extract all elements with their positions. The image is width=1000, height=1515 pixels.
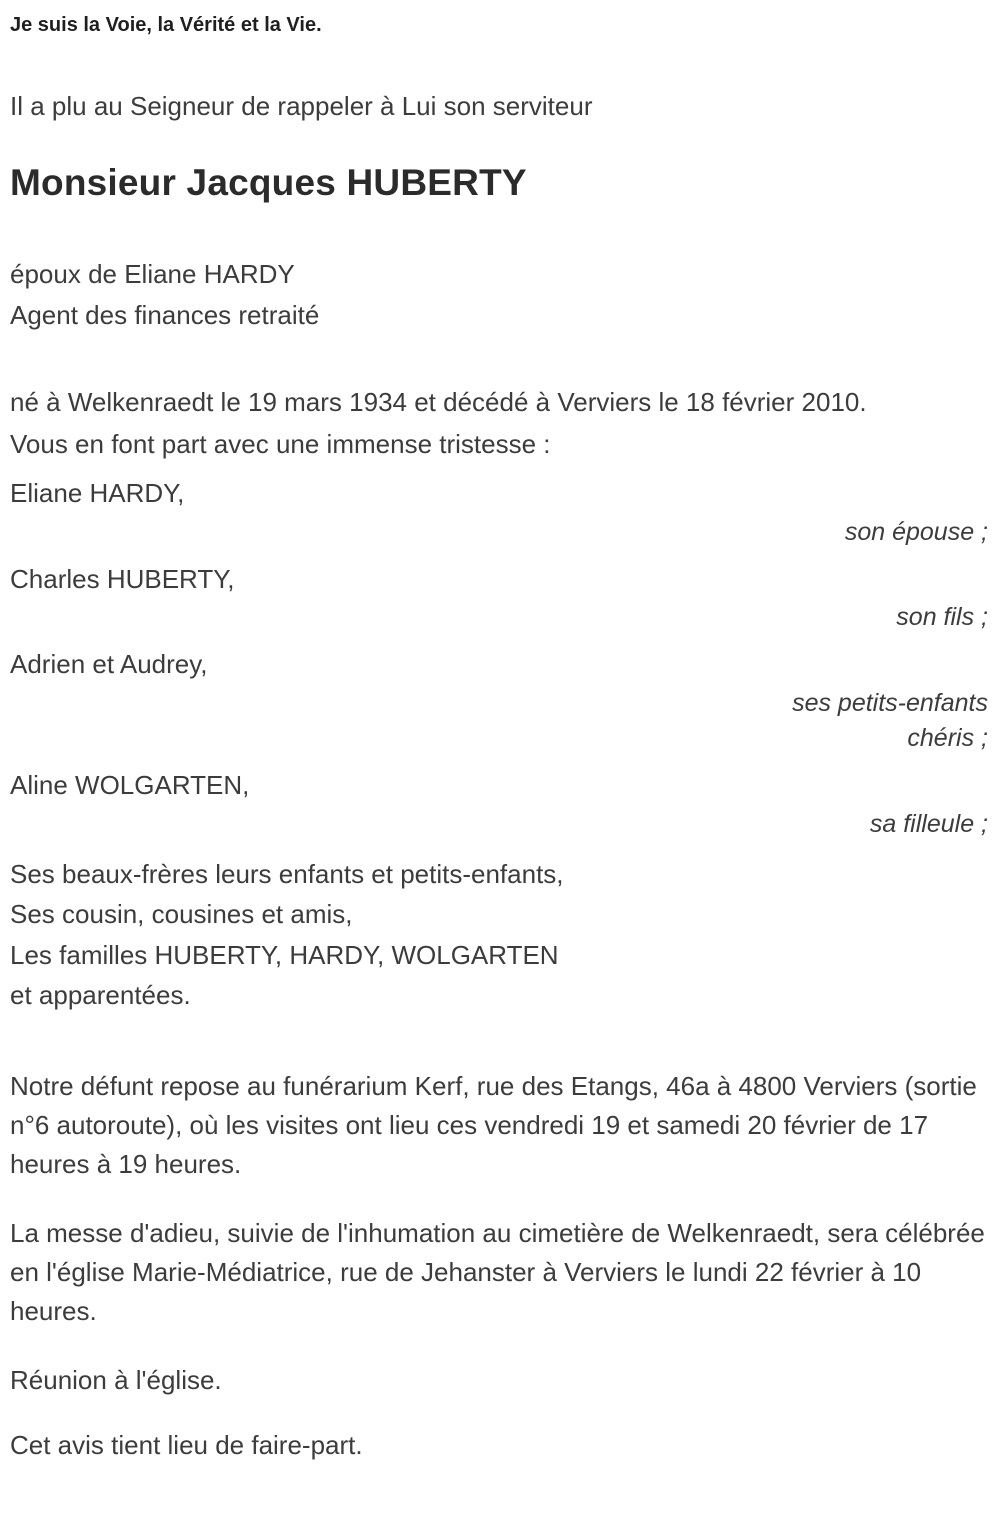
relative-entry — [10, 648, 988, 757]
relative-entry — [10, 477, 988, 550]
announcement-line: Vous en font part avec une immense tristesse : — [10, 428, 551, 459]
relatives-list — [10, 477, 988, 842]
birth-death-line: né à Welkenraedt le 19 mars 1934 et décédé à Verviers le 18 février 2010. — [10, 387, 867, 418]
family-lines — [10, 854, 988, 1015]
relative-name: Eliane HARDY, — [10, 478, 185, 509]
deceased-name: Monsieur Jacques HUBERTY — [10, 162, 527, 203]
relative-name: Charles HUBERTY, — [10, 563, 235, 594]
epigraph: Je suis la Voie, la Vérité et la Vie. — [10, 14, 322, 36]
relative-name: Aline WOLGARTEN, — [10, 769, 250, 800]
wake-paragraph: Notre défunt repose au funérarium Kerf, rue des Etangs, 46a à 4800 Verviers (sortie n°6 autoroute), où les visites ont lieu ces vendredi 19 et samedi 20 février de 17 heures à 19 heures. — [10, 1071, 977, 1180]
reunion-line: Réunion à l'église. — [10, 1365, 222, 1396]
relative-entry — [10, 769, 988, 842]
relative-relation: sa filleule ; — [869, 809, 988, 838]
relative-relation: ses petits-enfants chéris ; — [792, 688, 988, 753]
intro-line: Il a plu au Seigneur de rappeler à Lui son serviteur — [10, 91, 593, 121]
family-line: et apparentées. — [10, 979, 191, 1010]
spouse-line: époux de Eliane HARDY — [10, 259, 295, 289]
notice-line: Cet avis tient lieu de faire-part. — [10, 1430, 363, 1461]
family-line: Les familles HUBERTY, HARDY, WOLGARTEN — [10, 939, 559, 970]
profession-line: Agent des finances retraité — [10, 300, 320, 331]
relative-entry — [10, 563, 988, 636]
spouse-profession-block — [10, 254, 988, 336]
relative-name: Adrien et Audrey, — [10, 648, 208, 679]
mass-paragraph: La messe d'adieu, suivie de l'inhumation au cimetière de Welkenraedt, sera célébrée en l'église Marie-Médiatrice, rue de Jehanster à Verviers le lundi 22 février à 10 heures. — [10, 1218, 985, 1327]
family-line: Ses cousin, cousines et amis, — [10, 899, 353, 930]
family-line: Ses beaux-frères leurs enfants et petits-enfants, — [10, 859, 564, 890]
relative-relation: son épouse ; — [844, 518, 988, 547]
relative-relation: son fils ; — [896, 603, 988, 632]
